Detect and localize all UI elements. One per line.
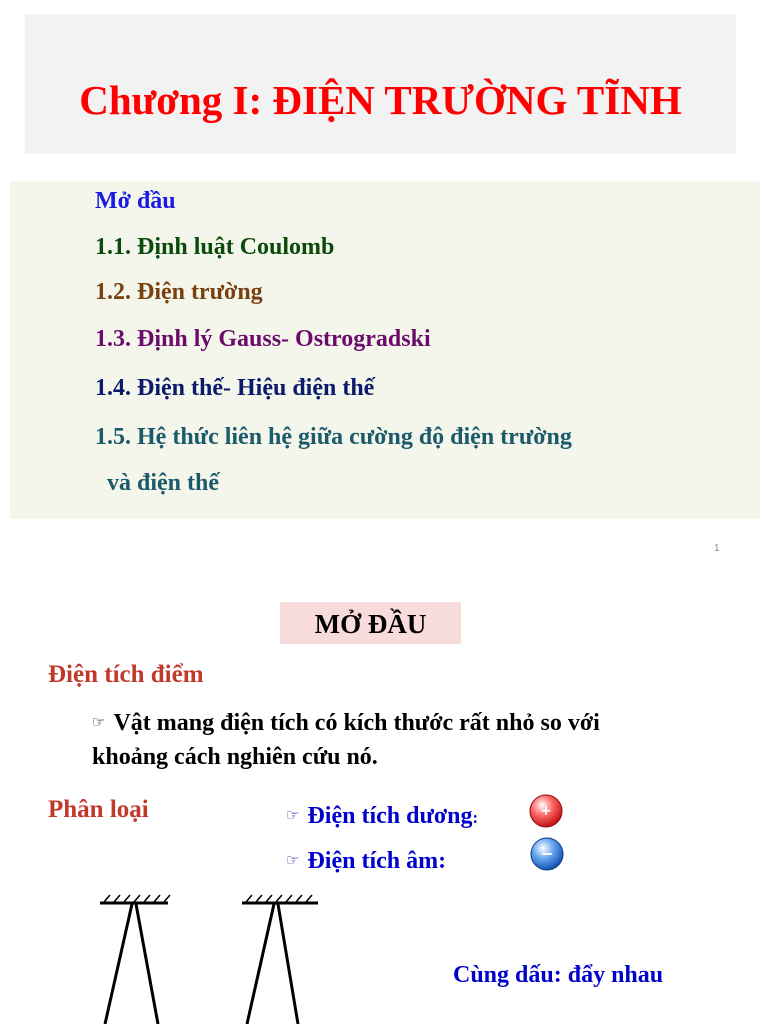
point-charge-title: Điện tích điểm (48, 661, 204, 688)
section-heading: MỞ ĐẦU (314, 609, 427, 639)
negative-charge-label: Điện tích âm: (307, 848, 447, 874)
left-thread-2 (136, 904, 158, 1024)
positive-charge-label: Điện tích dương (307, 803, 473, 829)
pointing-hand-icon: ☞ (286, 853, 300, 869)
negative-charge-icon (529, 836, 565, 872)
definition-text-1: Vật mang điện tích có kích thước rất nhỏ so với (113, 710, 600, 736)
right-thread-1 (247, 904, 274, 1024)
definition-line-1 (92, 711, 600, 735)
section-heading-box (280, 602, 461, 644)
positive-charge-icon (528, 793, 564, 829)
left-support (100, 895, 170, 903)
pendulum-diagram (60, 890, 340, 1024)
table-of-contents (10, 181, 760, 519)
right-thread-2 (278, 904, 298, 1024)
toc-item-1-5-cont[interactable]: và điện thế (107, 470, 220, 496)
left-thread-1 (105, 904, 132, 1024)
negative-symbol: − (540, 844, 554, 863)
negative-charge-row (286, 849, 446, 873)
toc-item-1-2[interactable]: 1.2. Điện trường (95, 279, 263, 305)
classification-title: Phân loại (48, 796, 149, 823)
page-number: 1 (714, 543, 720, 554)
toc-item-1-3[interactable]: 1.3. Định lý Gauss- Ostrogradski (95, 326, 431, 352)
same-sign-label: Cùng dấu: đẩy nhau (453, 962, 664, 988)
toc-item-1-1[interactable]: 1.1. Định luật Coulomb (95, 234, 335, 260)
pointing-hand-icon: ☞ (92, 715, 106, 731)
toc-item-1-4[interactable]: 1.4. Điện thế- Hiệu điện thế (95, 375, 375, 401)
toc-item-intro[interactable]: Mở đầu (95, 188, 176, 214)
positive-charge-colon: : (472, 808, 479, 827)
toc-item-1-5[interactable]: 1.5. Hệ thức liên hệ giữa cường độ điện trường (95, 424, 572, 450)
chapter-title: Chương I: ĐIỆN TRƯỜNG TĨNH (79, 77, 682, 123)
pointing-hand-icon: ☞ (286, 808, 300, 824)
right-support (242, 895, 318, 903)
title-panel (25, 14, 736, 154)
definition-line-2: khoảng cách nghiên cứu nó. (92, 744, 378, 770)
positive-charge-row (286, 804, 478, 828)
positive-symbol: + (540, 803, 552, 819)
